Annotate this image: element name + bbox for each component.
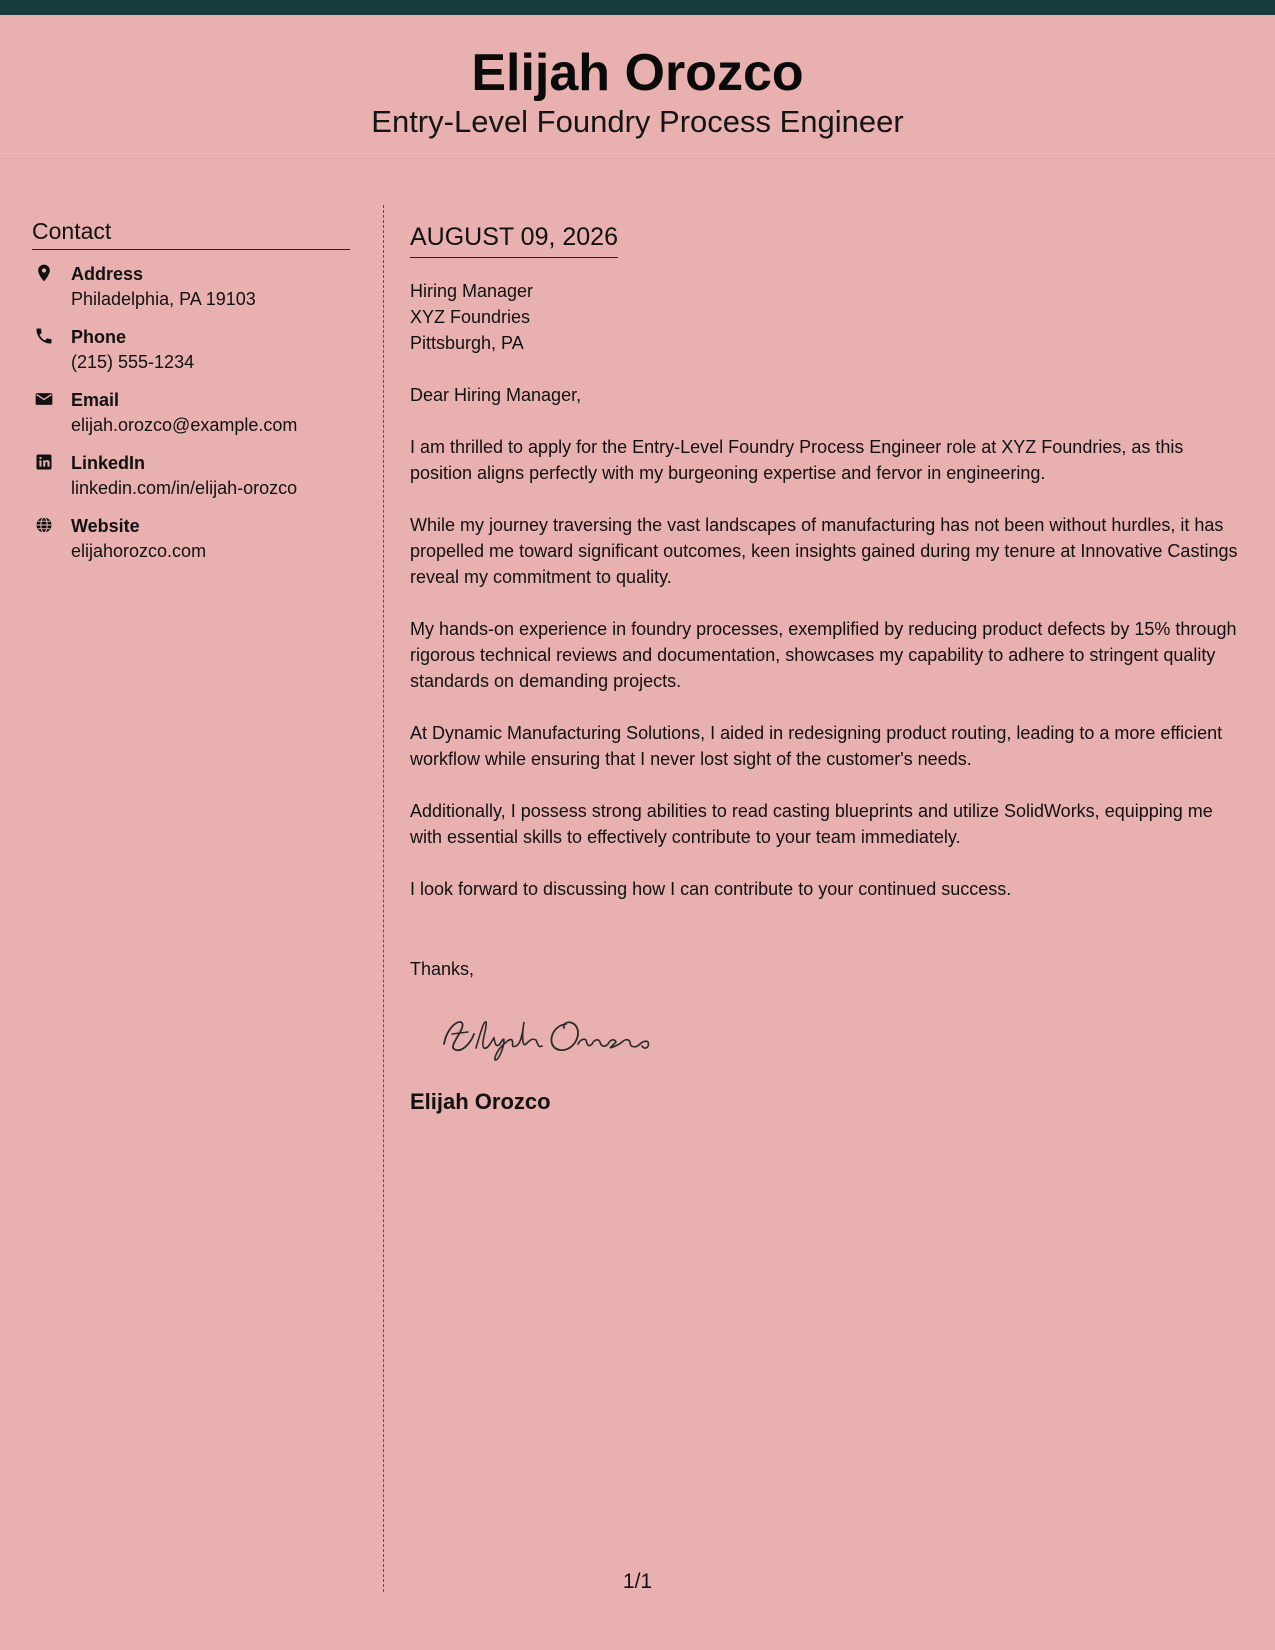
recipient-line: Hiring Manager: [410, 281, 534, 301]
handwritten-signature: [438, 1004, 658, 1064]
contact-item-linkedin: [32, 451, 350, 514]
letter-date: AUGUST 09, 2026: [410, 222, 618, 258]
letter-paragraph: I look forward to discussing how I can contribute to your continued success.: [410, 879, 1012, 899]
contact-value: Philadelphia, PA 19103: [71, 288, 256, 309]
contact-value: (215) 555-1234: [71, 351, 195, 372]
contact-label: Address: [71, 263, 144, 284]
recipient-line: XYZ Foundries: [410, 307, 531, 327]
contact-label: LinkedIn: [71, 452, 146, 473]
page-header: [0, 15, 1275, 154]
envelope-icon: [34, 389, 54, 409]
contact-item-website: [32, 514, 350, 577]
linkedin-icon: [34, 452, 54, 472]
recipient-block: [410, 278, 1240, 356]
letter-paragraph: At Dynamic Manufacturing Solutions, I aided in redesigning product routing, leading to a more efficient workflow while ensuring that I never lost sight of the customer's needs.: [410, 723, 1223, 769]
phone-icon: [34, 326, 54, 346]
contact-label: Phone: [71, 326, 127, 347]
letter-paragraph: I am thrilled to apply for the Entry-Level Foundry Process Engineer role at XYZ Foundries, as this position aligns perfectly with my burgeoning expertise and fervor in engineering.: [410, 437, 1184, 483]
letter-paragraph: My hands-on experience in foundry processes, exemplified by reducing product defects by 15% through rigorous technical reviews and documentation, showcases my capability to adhere to stringent quality standards on demanding projects.: [410, 619, 1237, 691]
page-number: 1/1: [622, 1570, 653, 1593]
contact-value: linkedin.com/in/elijah-orozco: [71, 477, 298, 498]
applicant-name: Elijah Orozco: [471, 44, 804, 102]
map-pin-icon: [34, 263, 54, 283]
contact-value: elijah.orozco@example.com: [71, 414, 298, 435]
contact-label: Website: [71, 515, 140, 536]
letter-paragraph: While my journey traversing the vast landscapes of manufacturing has not been without hurdles, it has propelled me toward significant outcomes, keen insights gained during my tenure at Innovative Castings reveal my commitment to quality.: [410, 515, 1238, 587]
letter-paragraph: Additionally, I possess strong abilities to read casting blueprints and utilize SolidWorks, equipping me with essential skills to effectively contribute to your team immediately.: [410, 801, 1213, 847]
salutation: Dear Hiring Manager,: [410, 385, 582, 405]
contact-heading: Contact: [32, 218, 350, 250]
signed-name: Elijah Orozco: [410, 1089, 551, 1114]
job-title: Entry-Level Foundry Process Engineer: [371, 104, 904, 139]
contact-label: Email: [71, 389, 120, 410]
contact-sidebar: [32, 218, 350, 577]
column-divider: [383, 205, 384, 1592]
recipient-line: Pittsburgh, PA: [410, 333, 524, 353]
top-accent-bar: [0, 0, 1275, 15]
contact-value: elijahorozco.com: [71, 540, 207, 561]
letter-body: [410, 222, 1240, 1115]
contact-item-email: [32, 388, 350, 451]
globe-icon: [34, 515, 54, 535]
closing: Thanks,: [410, 959, 475, 979]
contact-item-address: [32, 262, 350, 325]
contact-item-phone: [32, 325, 350, 388]
